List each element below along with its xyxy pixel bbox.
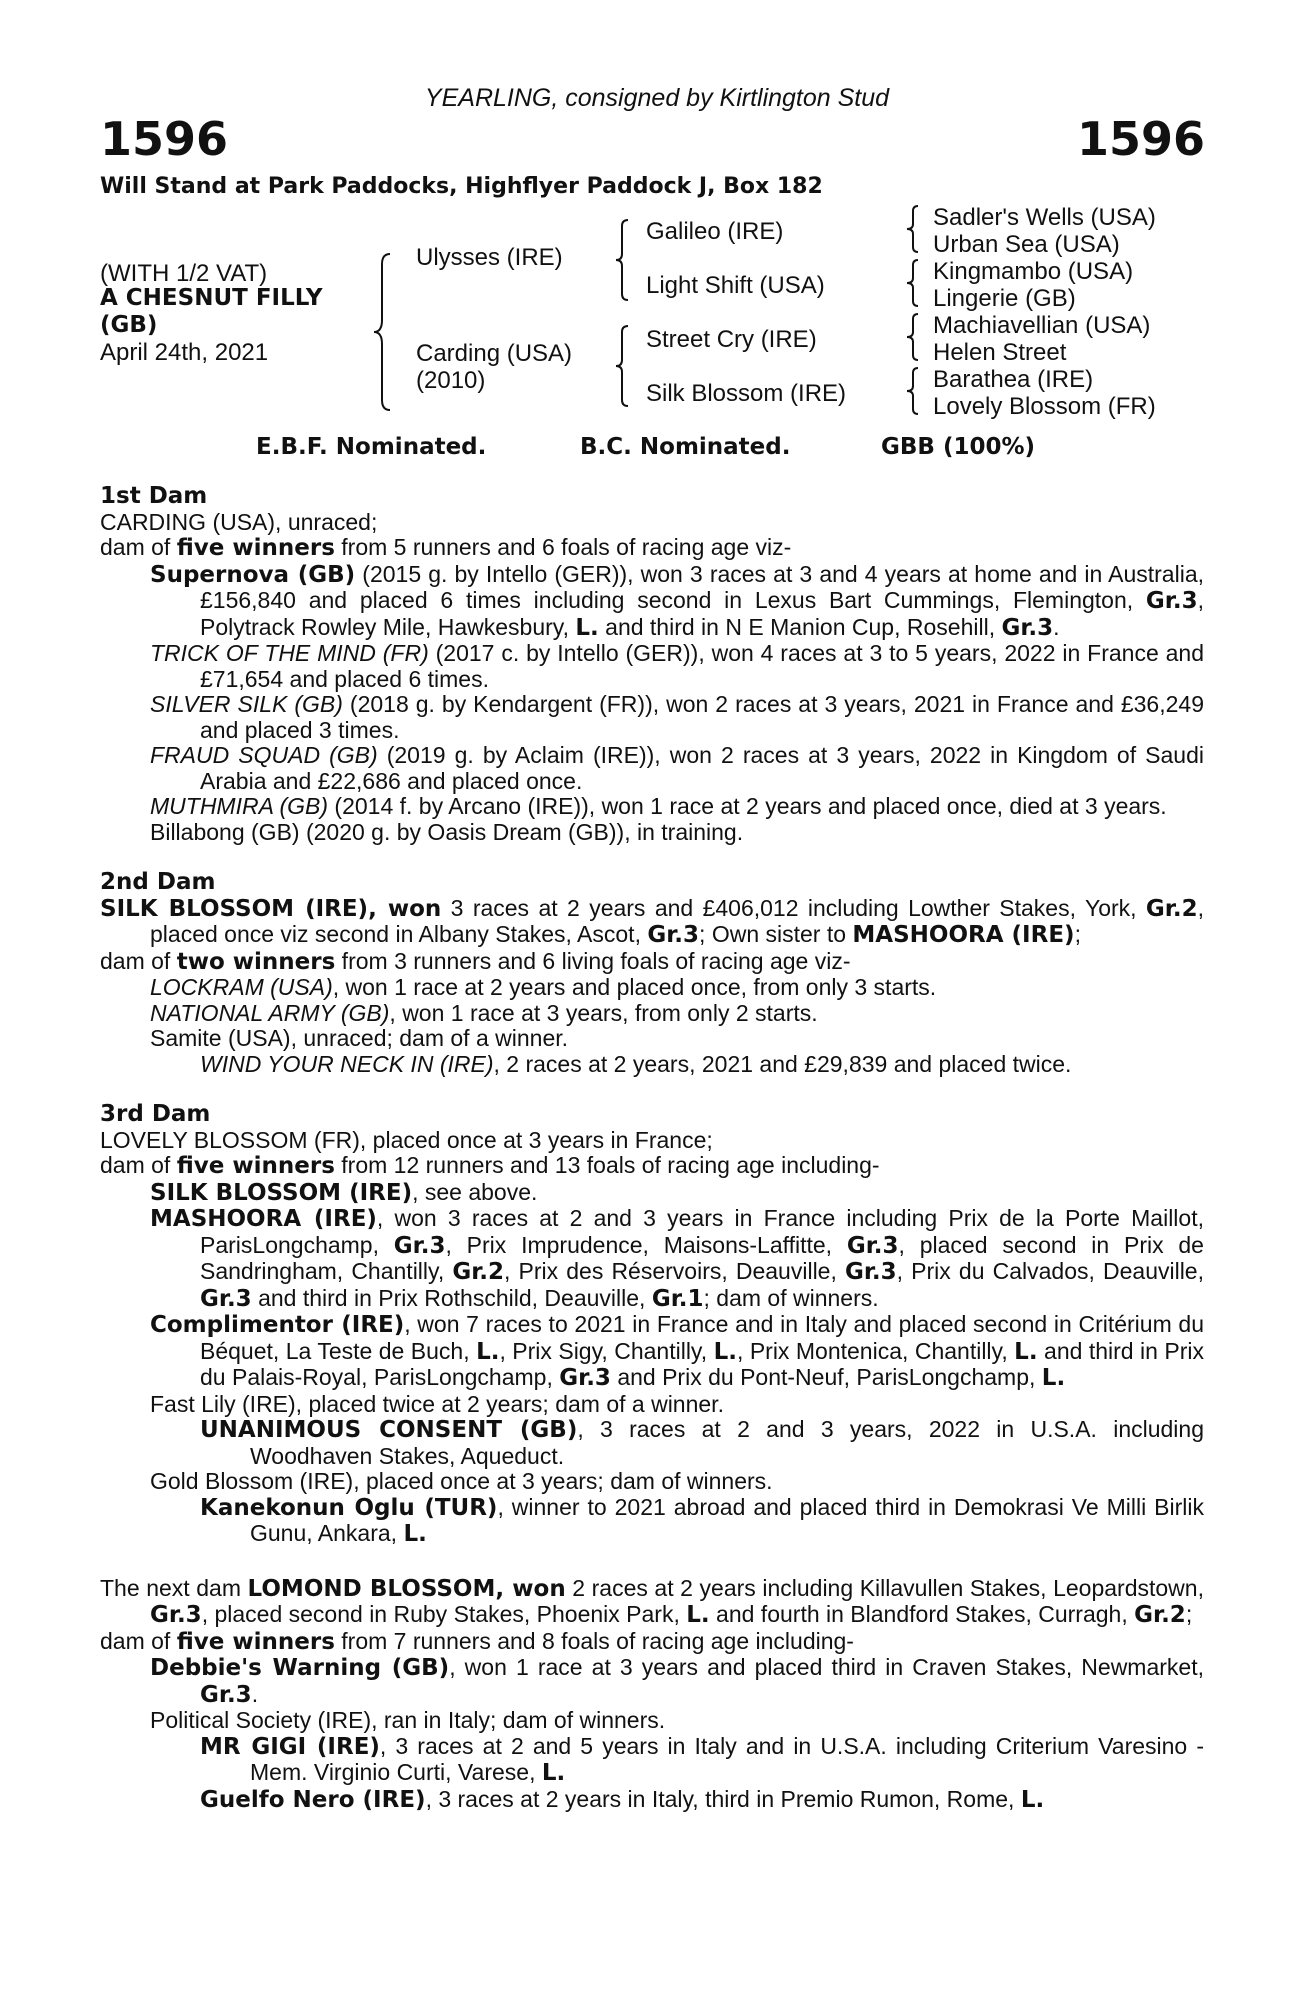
granddam-3: Helen Street [933,339,1067,366]
bc-nomination: B.C. Nominated. [580,434,791,460]
g-brace-2 [904,258,922,308]
grandsire-4: Barathea (IRE) [933,366,1094,393]
produce-muthmira: MUTHMIRA (GB) (2014 f. by Arcano (IRE)), won 1 race at 2 years and placed once, died at 3 years. [150,793,1167,819]
produce-silk-blossom: SILK BLOSSOM (IRE), see above. [150,1178,538,1206]
dam-brace [612,324,632,408]
produce-billabong: Billabong (GB) (2020 g. by Oasis Dream (GB)), in training. [150,818,744,845]
produce-wind-your-neck-in: WIND YOUR NECK IN (IRE), 2 races at 2 years, 2021 and £29,839 and placed twice. [200,1050,1072,1077]
produce-complimentor: Complimentor (IRE), won 7 races to 2021 in France and in Italy and placed second in Critérium du Béquet, La Teste de Buch, L., Prix Sigy, Chantilly, L., Prix Montenica, Chantilly, L. and third in Prix du Palais-Royal, ParisLongchamp, Gr.3 and Prix du Pont-Neuf, ParisLongchamp, L. [150,1311,1204,1391]
second-dam-silk-blossom: SILK BLOSSOM (IRE), won 3 races at 2 years and £406,012 including Lowther Stakes, York, Gr.2, placed once viz second in Albany Stakes, Ascot, Gr.3; Own sister to MASHOORA (IRE); [100,894,1204,948]
vat-note: (WITH 1/2 VAT) [100,260,268,287]
grandsire-3: Machiavellian (USA) [933,312,1151,339]
sire-brace [612,218,632,302]
produce-mr-gigi: MR GIGI (IRE), 3 races at 2 and 5 years in Italy and in U.S.A. including Criterium Varesino - Mem. Virginio Curti, Varese, L. [200,1732,1204,1786]
grandsire-1: Sadler's Wells (USA) [933,204,1156,231]
produce-fast-lily: Fast Lily (IRE), placed twice at 2 years; dam of a winner. [150,1390,724,1417]
first-dam-produce-intro: dam of five winners from 5 runners and 6 foals of racing age viz- [100,534,792,561]
second-dam-heading: 2nd Dam [100,869,216,895]
granddam-4: Lovely Blossom (FR) [933,393,1156,420]
produce-kanekonun-oglu: Kanekonun Oglu (TUR), winner to 2021 abroad and placed third in Demokrasi Ve Milli Birlik Gunu, Ankara, L. [200,1493,1204,1547]
produce-debbies-warning: Debbie's Warning (GB), won 1 race at 3 years and placed third in Craven Stakes, Newmarket, Gr.3. [150,1654,1204,1708]
produce-mashoora: MASHOORA (IRE), won 3 races at 2 and 3 years in France including Prix de la Porte Maillot, ParisLongchamp, Gr.3, Prix Imprudence, Maisons-Laffitte, Gr.3, placed second in Prix de Sandringham, Chantilly, Gr.2, Prix des Réservoirs, Deauville, Gr.3, Prix du Calvados, Deauville, Gr.3 and third in Prix Rothschild, Deauville, Gr.1; dam of winners. [150,1205,1204,1312]
produce-lockram: LOCKRAM (USA), won 1 race at 2 years and placed once, from only 3 starts. [150,974,937,1000]
produce-gold-blossom: Gold Blossom (IRE), placed once at 3 years; dam of winners. [150,1468,773,1494]
dam-year: (2010) [416,367,486,394]
foaling-date: April 24th, 2021 [100,339,269,366]
catalogue-body [100,484,1204,1813]
g-brace-3 [904,312,922,362]
produce-fraud-squad: FRAUD SQUAD (GB) (2019 g. by Aclaim (IRE)), won 2 races at 3 years, 2022 in Kingdom of Saudi Arabia and £22,686 and placed once. [150,742,1204,794]
g-brace-4 [904,366,922,416]
next-dam-produce-intro: dam of five winners from 7 runners and 8 foals of racing age including- [100,1627,854,1655]
lot-number-right: 1596 [1076,112,1205,166]
g-brace-1 [904,204,922,254]
granddam-2: Lingerie (GB) [933,285,1076,312]
next-dam-lomond-blossom: The next dam LOMOND BLOSSOM, won 2 races at 2 years including Killavullen Stakes, Leopardstown, Gr.3, placed second in Ruby Stakes, Phoenix Park, L. and fourth in Blandford Stakes, Curragh, Gr.2; [100,1574,1204,1628]
lot-number-left: 1596 [100,112,229,166]
third-dam-produce-intro: dam of five winners from 12 runners and 13 foals of racing age including- [100,1152,880,1179]
first-dam-heading: 1st Dam [100,483,208,509]
pedigree-brace [370,252,394,412]
horse-name: A CHESNUT FILLY [100,285,323,311]
produce-silver-silk: SILVER SILK (GB) (2018 g. by Kendargent (FR)), won 2 races at 3 years, 2021 in France and £36,249 and placed 3 times. [150,691,1204,743]
second-dam-produce-intro: dam of two winners from 3 runners and 6 living foals of racing age viz- [100,947,851,975]
granddam-1: Urban Sea (USA) [933,231,1120,258]
sire-dam: Light Shift (USA) [646,272,825,299]
third-dam-line: LOVELY BLOSSOM (FR), placed once at 3 years in France; [100,1126,713,1153]
ebf-nomination: E.B.F. Nominated. [256,434,487,460]
grandsire-2: Kingmambo (USA) [933,258,1134,285]
consignment-line: YEARLING, consigned by Kirtlington Stud [424,84,890,112]
third-dam-heading: 3rd Dam [100,1101,211,1127]
dam-sire: Street Cry (IRE) [646,326,817,353]
stand-location: Will Stand at Park Paddocks, Highflyer Paddock J, Box 182 [100,174,823,199]
sire-sire: Galileo (IRE) [646,218,784,245]
dam: Carding (USA) [416,340,573,367]
dam-dam: Silk Blossom (IRE) [646,380,847,407]
sire: Ulysses (IRE) [416,244,563,271]
produce-supernova: Supernova (GB) (2015 g. by Intello (GER)), won 3 races at 3 and 4 years at home and in Australia, £156,840 and placed 6 times including second in Lexus Bart Cummings, Flemington, Gr.3, Polytrack Rowley Mile, Hawkesbury, L. and third in N E Manion Cup, Rosehill, Gr.3. [150,560,1204,641]
produce-guelfo-nero: Guelfo Nero (IRE), 3 races at 2 years in Italy, third in Premio Rumon, Rome, L. [200,1785,1045,1813]
produce-national-army: NATIONAL ARMY (GB), won 1 race at 3 years, from only 2 starts. [150,999,818,1026]
produce-unanimous-consent: UNANIMOUS CONSENT (GB), 3 races at 2 and 3 years, 2022 in U.S.A. including Woodhaven Stakes, Aqueduct. [200,1416,1204,1469]
produce-samite: Samite (USA), unraced; dam of a winner. [150,1025,569,1051]
produce-political-society: Political Society (IRE), ran in Italy; dam of winners. [150,1707,666,1733]
first-dam-line: CARDING (USA), unraced; [100,508,378,535]
horse-origin: (GB) [100,312,158,338]
gbb-status: GBB (100%) [881,434,1036,460]
produce-trick-of-the-mind: TRICK OF THE MIND (FR) (2017 c. by Intello (GER)), won 4 races at 3 to 5 years, 2022 in France and £71,654 and placed 6 times. [150,640,1204,692]
